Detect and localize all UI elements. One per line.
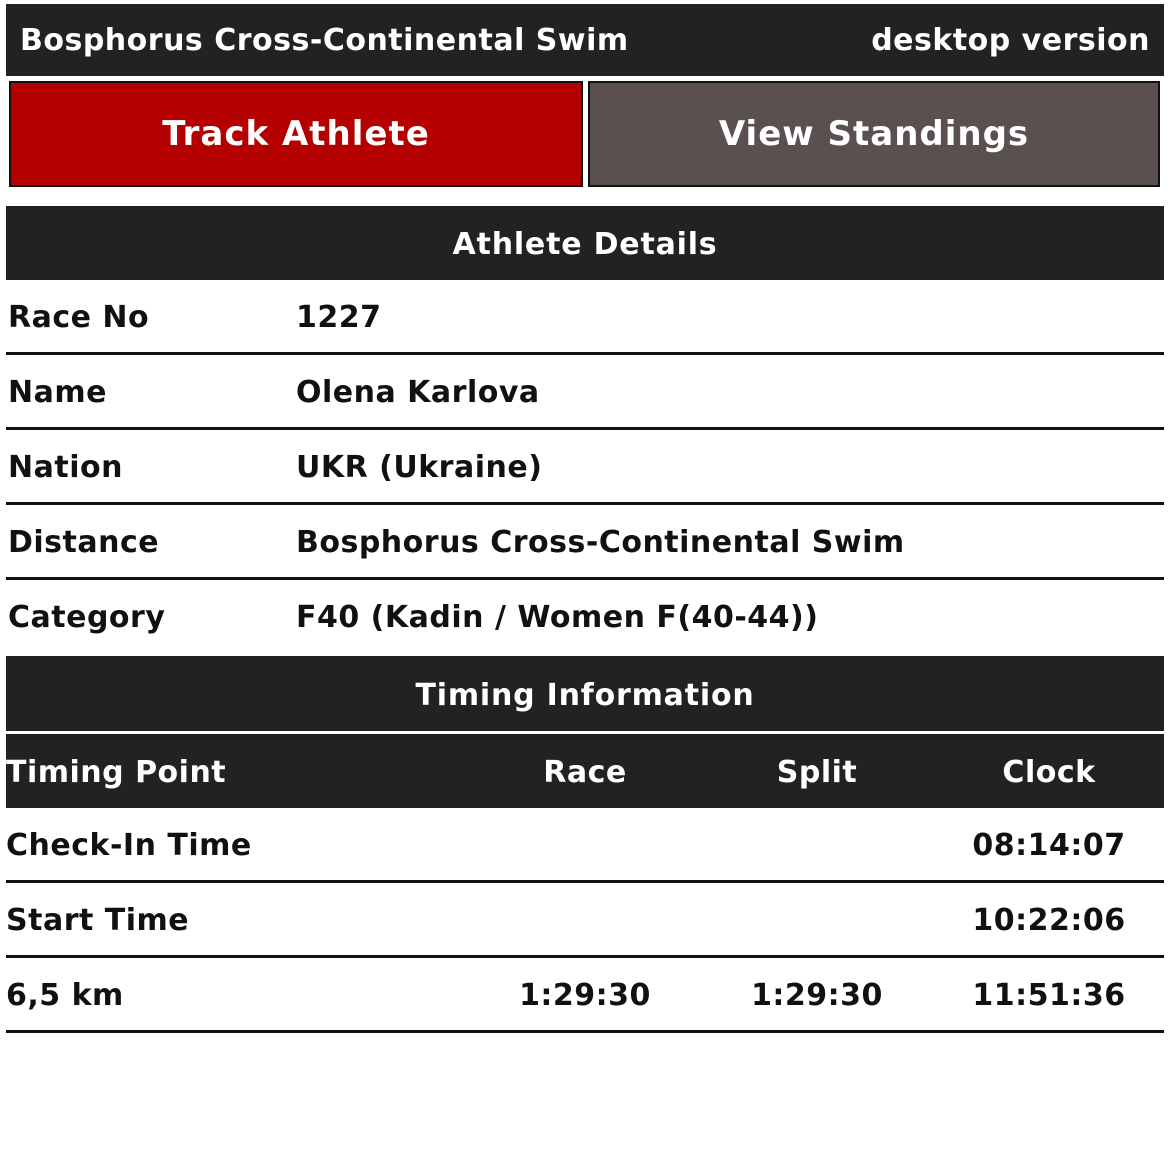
clock-time-cell: 10:22:06: [972, 903, 1126, 938]
detail-row-distance: [6, 505, 1164, 580]
detail-row-race-no: [6, 280, 1164, 355]
timing-point-cell: Check-In Time: [6, 828, 252, 863]
detail-value: UKR (Ukraine): [296, 450, 543, 485]
clock-time-cell: 08:14:07: [972, 828, 1126, 863]
detail-row-nation: [6, 430, 1164, 505]
timing-row: [6, 808, 1164, 883]
column-header-race: Race: [543, 755, 627, 790]
detail-value: Olena Karlova: [296, 375, 540, 410]
detail-label: Race No: [8, 300, 150, 335]
clock-time-cell: 11:51:36: [972, 978, 1126, 1013]
detail-label: Distance: [8, 525, 160, 560]
column-header-timing-point: Timing Point: [6, 755, 227, 790]
top-bar: [6, 4, 1164, 76]
timing-point-cell: 6,5 km: [6, 978, 124, 1013]
detail-label: Nation: [8, 450, 123, 485]
detail-row-name: [6, 355, 1164, 430]
timing-information-heading: Timing Information: [6, 656, 1164, 731]
detail-label: Name: [8, 375, 107, 410]
timing-row: [6, 883, 1164, 958]
detail-label: Category: [8, 600, 166, 635]
column-header-split: Split: [776, 755, 858, 790]
track-athlete-button[interactable]: Track Athlete: [9, 81, 583, 187]
detail-row-category: [6, 580, 1164, 655]
detail-value: 1227: [296, 300, 382, 335]
timing-point-cell: Start Time: [6, 903, 190, 938]
race-time-cell: 1:29:30: [519, 978, 651, 1013]
desktop-version-link[interactable]: desktop version: [871, 23, 1150, 58]
page-title: Bosphorus Cross-Continental Swim: [20, 23, 629, 58]
split-time-cell: 1:29:30: [751, 978, 883, 1013]
athlete-details-heading: Athlete Details: [6, 206, 1164, 280]
detail-value: F40 (Kadin / Women F(40-44)): [296, 600, 819, 635]
timing-row: [6, 958, 1164, 1033]
column-header-clock: Clock: [1002, 755, 1096, 790]
detail-value: Bosphorus Cross-Continental Swim: [296, 525, 905, 560]
timing-table-header: [6, 734, 1164, 808]
view-standings-button[interactable]: View Standings: [588, 81, 1160, 187]
